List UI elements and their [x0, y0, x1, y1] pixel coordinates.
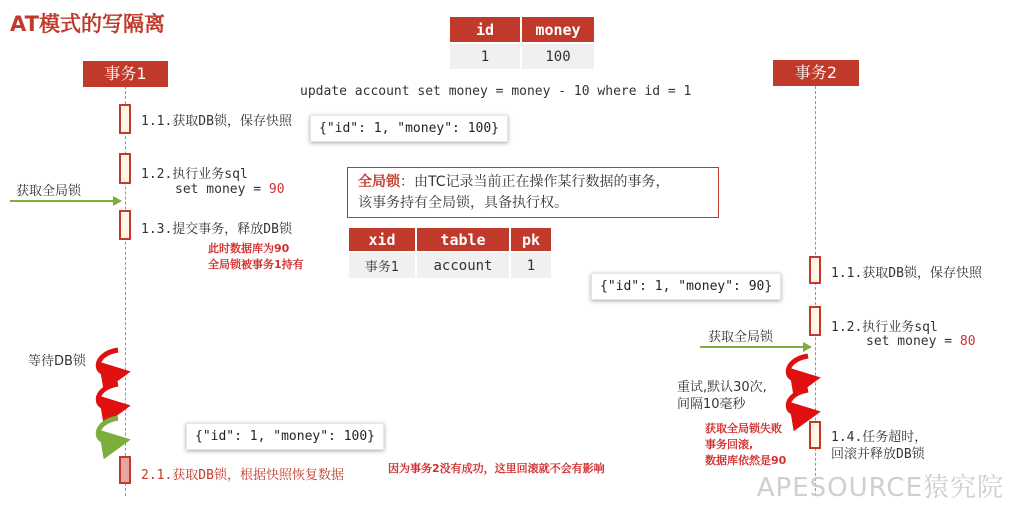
update-sql: update account set money = money - 10 where id = 1 [300, 84, 692, 99]
tx2-header: 事务2 [773, 60, 859, 86]
global-lock-text1: ：由TC记录当前正在操作某行数据的事务， [400, 174, 670, 190]
lock-cell-xid: 事务1 [348, 252, 416, 279]
tx1-step-1-2-sql [175, 182, 285, 197]
page-title: AT模式的写隔离 [10, 12, 165, 36]
tx1-wait-loop-icon-1 [98, 350, 118, 374]
tx1-header: 事务1 [83, 61, 168, 87]
tx2-snapshot-json: {"id": 1, "money": 90} [591, 273, 781, 300]
tx2-get-global-lock: 获取全局锁 [708, 330, 774, 345]
tx1-sql-text: set money = [175, 182, 269, 197]
tx1-red-note-2: 全局锁被事务1持有 [208, 258, 304, 271]
tx2-sql-text: set money = [866, 334, 960, 349]
tx1-rollback-note: 因为事务2没有成功，这里回滚就不会有影响 [388, 462, 605, 475]
tx2-fail-1: 获取全局锁失败 [705, 422, 782, 435]
tx1-global-lock-arrowhead [113, 196, 122, 206]
lock-cell-table: account [416, 252, 510, 279]
tx1-activation-1-2 [119, 153, 131, 184]
lock-header-xid: xid [348, 227, 416, 252]
tx2-fail-2: 事务回滚, [705, 438, 754, 451]
tx2-global-lock-arrowhead [803, 342, 812, 352]
tx1-red-note-1: 此时数据库为90 [208, 242, 290, 255]
tx1-activation-2-1 [119, 456, 131, 484]
tx2-retry-2: 间隔10毫秒 [677, 397, 746, 412]
tx1-sql-value: 90 [268, 182, 285, 197]
tx1-activation-1-1 [119, 104, 131, 134]
tx1-restore-json: {"id": 1, "money": 100} [186, 423, 384, 450]
tx2-activation-1-1 [809, 256, 821, 284]
tx2-step-1-2: 1.2.执行业务sql [831, 320, 938, 335]
tx2-retry-loop-icon-2 [788, 390, 808, 414]
tx1-global-lock-arrow [10, 200, 116, 202]
global-lock-label: 全局锁 [358, 174, 400, 190]
account-cell-money: 100 [521, 43, 595, 70]
tx1-step-1-1: 1.1.获取DB锁，保存快照 [141, 114, 292, 129]
tx2-step-1-4-a: 1.4.任务超时， [831, 430, 928, 445]
tx2-retry-loop-icon-1 [788, 356, 808, 380]
tx1-activation-1-3 [119, 210, 131, 240]
account-cell-id: 1 [449, 43, 521, 70]
global-lock-table [347, 226, 553, 280]
tx2-activation-1-2 [809, 306, 821, 336]
watermark: APESOURCE猿究院 [756, 473, 1004, 503]
account-header-money: money [521, 16, 595, 43]
global-lock-note [347, 167, 719, 218]
account-table [448, 15, 596, 71]
lock-cell-pk: 1 [510, 252, 552, 279]
tx2-retry-1: 重试,默认30次, [677, 380, 767, 395]
tx2-sql-value: 80 [959, 334, 976, 349]
lock-header-table: table [416, 227, 510, 252]
global-lock-note-line1 [358, 172, 708, 193]
tx1-snapshot-json: {"id": 1, "money": 100} [310, 115, 508, 142]
tx2-step-1-4-b: 回滚并释放DB锁 [831, 447, 925, 462]
tx2-step-1-1: 1.1.获取DB锁，保存快照 [831, 266, 982, 281]
tx1-lifeline [125, 86, 126, 496]
lock-header-pk: pk [510, 227, 552, 252]
tx1-wait-loop-icon-2 [98, 384, 118, 408]
tx2-global-lock-arrow [700, 346, 806, 348]
tx1-get-global-lock: 获取全局锁 [16, 184, 82, 199]
tx1-step-1-3: 1.3.提交事务，释放DB锁 [141, 222, 292, 237]
tx1-wait-db-lock: 等待DB锁 [28, 354, 86, 369]
tx1-step-2-1: 2.1.获取DB锁，根据快照恢复数据 [141, 468, 344, 483]
tx2-fail-3: 数据库依然是90 [705, 454, 787, 467]
tx2-activation-1-4 [809, 421, 821, 449]
tx1-step-1-2: 1.2.执行业务sql [141, 167, 248, 182]
global-lock-text2: 该事务持有全局锁，具备执行权。 [358, 195, 568, 211]
tx2-step-1-2-sql [866, 334, 976, 349]
account-header-id: id [449, 16, 521, 43]
tx1-acquire-loop-icon [98, 418, 118, 442]
